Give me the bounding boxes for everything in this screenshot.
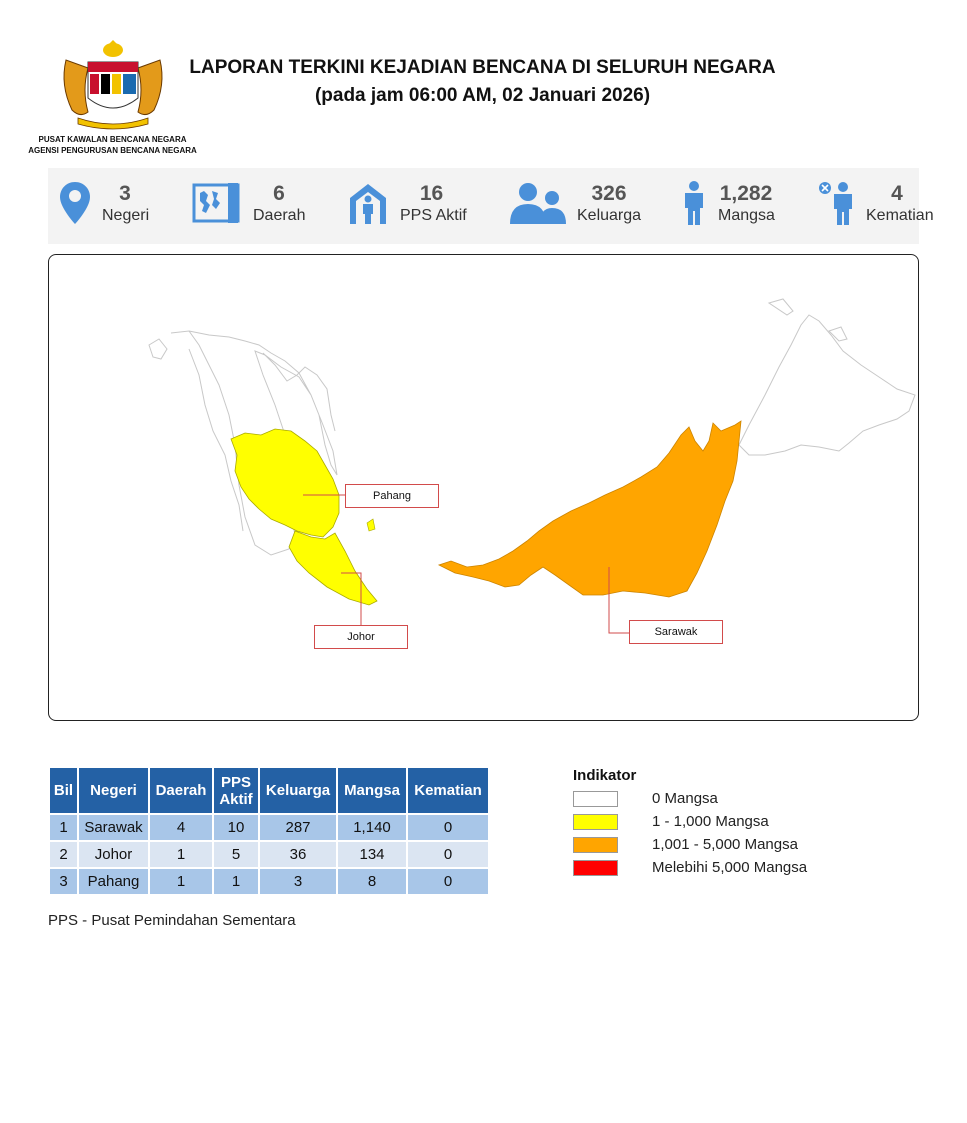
stat-value: 3	[119, 182, 131, 205]
legend-item	[573, 789, 718, 812]
stat-kematian	[816, 168, 934, 244]
stat-mangsa	[678, 168, 808, 244]
cell-keluarga: 287	[260, 815, 336, 840]
stat-value: 1,282	[719, 182, 773, 205]
legend-label: 1 - 1,000 Mangsa	[652, 813, 769, 830]
legend-item	[573, 812, 769, 835]
cell-kematian: 0	[408, 869, 488, 894]
cell-bil: 1	[50, 815, 77, 840]
stat-daerah	[188, 168, 328, 244]
stat-keluarga	[508, 168, 658, 244]
stat-label: Negeri	[102, 207, 150, 224]
pahang-callout: Pahang	[345, 484, 439, 508]
stat-label: Keluarga	[577, 207, 642, 224]
table-header-row	[50, 768, 488, 813]
legend	[573, 767, 808, 881]
table-row	[50, 842, 488, 867]
cell-negeri: Johor	[79, 842, 148, 867]
summary-stats-bar	[48, 168, 934, 244]
cell-keluarga: 36	[260, 842, 336, 867]
agency-name	[20, 134, 205, 156]
stat-value: 16	[419, 182, 444, 205]
title-line-1: LAPORAN TERKINI KEJADIAN BENCANA DI SELURUH NEGARA	[189, 57, 776, 78]
cell-kematian: 0	[408, 815, 488, 840]
location-pin-icon	[60, 182, 90, 224]
title-line-2: (pada jam 06:00 AM, 02 Januari 2026)	[314, 85, 651, 106]
cell-mangsa: 8	[338, 869, 406, 894]
agency-line-2: AGENSI PENGURUSAN BENCANA NEGARA	[28, 146, 197, 155]
stat-value: 4	[891, 182, 903, 205]
stat-label: Kematian	[866, 207, 934, 224]
stat-label: Mangsa	[718, 207, 775, 224]
stat-value: 326	[591, 182, 627, 205]
col-mangsa: Mangsa	[338, 768, 406, 813]
col-bil: Bil	[50, 768, 77, 813]
legend-label: 1,001 - 5,000 Mangsa	[652, 836, 798, 853]
johor-callout: Johor	[314, 625, 408, 649]
legend-label: 0 Mangsa	[652, 790, 718, 807]
col-kematian: Kematian	[408, 768, 488, 813]
person-icon	[682, 181, 706, 225]
stat-negeri	[48, 168, 178, 244]
col-pps-line-2: Aktif	[219, 790, 253, 808]
family-icon	[510, 182, 566, 224]
cell-daerah: 1	[150, 842, 212, 867]
pps-note: PPS - Pusat Pemindahan Sementara	[48, 912, 296, 929]
cell-daerah: 4	[150, 815, 212, 840]
cell-kematian: 0	[408, 842, 488, 867]
cell-daerah: 1	[150, 869, 212, 894]
col-pps-line-1: PPS	[220, 773, 251, 791]
stat-pps-aktif	[344, 168, 494, 244]
col-pps-aktif	[214, 768, 258, 813]
cell-negeri: Sarawak	[79, 815, 148, 840]
legend-item	[573, 858, 808, 881]
sabah-outline	[739, 315, 915, 455]
sarawak-callout: Sarawak	[629, 620, 723, 644]
cell-bil: 2	[50, 842, 77, 867]
stat-label: PPS Aktif	[400, 207, 467, 224]
cell-mangsa: 1,140	[338, 815, 406, 840]
table-row	[50, 815, 488, 840]
death-icon	[818, 181, 854, 225]
legend-swatch	[573, 791, 618, 807]
johor-region	[289, 531, 377, 605]
stat-value: 6	[273, 182, 285, 205]
report-title	[150, 54, 815, 110]
legend-swatch	[573, 837, 618, 853]
cell-bil: 3	[50, 869, 77, 894]
stat-label: Daerah	[253, 207, 306, 224]
cell-negeri: Pahang	[79, 869, 148, 894]
legend-swatch	[573, 860, 618, 876]
cell-keluarga: 3	[260, 869, 336, 894]
col-daerah: Daerah	[150, 768, 212, 813]
disaster-table	[48, 766, 490, 896]
legend-swatch	[573, 814, 618, 830]
cell-pps: 10	[214, 815, 258, 840]
disaster-map	[48, 254, 919, 721]
table-row	[50, 869, 488, 894]
cell-pps: 5	[214, 842, 258, 867]
cell-mangsa: 134	[338, 842, 406, 867]
legend-label: Melebihi 5,000 Mangsa	[652, 859, 808, 876]
sarawak-region	[439, 421, 741, 597]
district-map-icon	[192, 183, 240, 223]
legend-item	[573, 835, 798, 858]
agency-line-1: PUSAT KAWALAN BENCANA NEGARA	[38, 135, 187, 144]
col-negeri: Negeri	[79, 768, 148, 813]
shelter-icon	[348, 182, 388, 224]
cell-pps: 1	[214, 869, 258, 894]
col-keluarga: Keluarga	[260, 768, 336, 813]
legend-title: Indikator	[573, 767, 637, 784]
